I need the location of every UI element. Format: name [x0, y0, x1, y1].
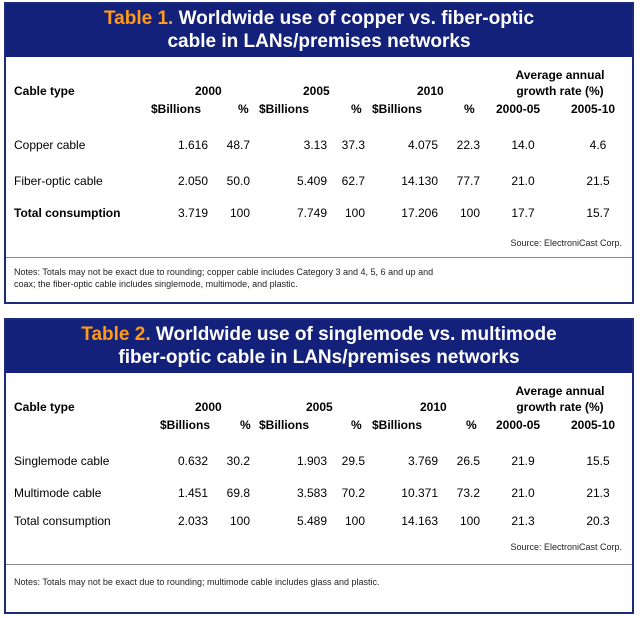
col-header-growth-2005-10: 2005-10 — [571, 418, 616, 432]
table-1-header — [6, 4, 632, 57]
table-2 — [4, 318, 634, 614]
table-1-title-line1: Worldwide use of copper vs. fiber-optic — [178, 8, 535, 29]
cell-value: 2.050 — [177, 174, 208, 188]
cell-value: 100 — [344, 206, 365, 220]
col-header-pct-2005: % — [351, 102, 362, 116]
col-header-pct-2005: % — [351, 418, 362, 432]
col-header-pct-2000: % — [240, 418, 251, 432]
table-1-note-line1: Notes: Totals may not be exact due to rounding; copper cable includes Category 3 and 4, 5, 6 and up and — [14, 267, 434, 277]
col-header-billions-2000: $Billions — [160, 418, 211, 432]
cell-value: 29.5 — [341, 454, 365, 468]
cell-value: 21.3 — [511, 514, 535, 528]
cell-value: 77.7 — [456, 174, 480, 188]
cell-value: 70.2 — [341, 486, 365, 500]
col-header-2000: 2000 — [195, 84, 222, 98]
row-label-singlemode: Singlemode cable — [14, 454, 110, 468]
col-header-2010: 2010 — [417, 84, 444, 98]
col-header-billions-2005: $Billions — [259, 102, 310, 116]
col-header-2005: 2005 — [303, 84, 330, 98]
cell-value: 2.033 — [177, 514, 208, 528]
table-1-note-line2: coax; the fiber-optic cable includes singlemode, multimode, and plastic. — [14, 279, 298, 289]
cell-value: 7.749 — [296, 206, 327, 220]
cell-value: 17.7 — [511, 206, 535, 220]
cell-value: 21.5 — [586, 174, 610, 188]
cell-value: 100 — [229, 206, 250, 220]
table-1-title-line2: cable in LANs/premises networks — [167, 31, 471, 52]
cell-value: 100 — [229, 514, 250, 528]
col-header-growth-line2: growth rate (%) — [516, 84, 604, 98]
table-2-number: Table 2. — [81, 324, 151, 345]
table-2-header — [6, 320, 632, 373]
col-header-billions-2000: $Billions — [151, 102, 202, 116]
divider — [6, 257, 632, 258]
cell-value: 4.6 — [589, 138, 607, 152]
cell-value: 0.632 — [177, 454, 208, 468]
cell-value: 5.489 — [296, 514, 327, 528]
table-2-title-line1: Worldwide use of singlemode vs. multimode — [155, 324, 557, 345]
cell-value: 17.206 — [401, 206, 438, 220]
row-label-copper: Copper cable — [14, 138, 86, 152]
row-label-multimode: Multimode cable — [14, 486, 102, 500]
col-header-cable-type: Cable type — [14, 84, 75, 98]
cell-value: 15.7 — [586, 206, 610, 220]
col-header-2000: 2000 — [195, 400, 222, 414]
cell-value: 10.371 — [401, 486, 438, 500]
cell-value: 100 — [459, 206, 480, 220]
cell-value: 14.130 — [401, 174, 438, 188]
cell-value: 1.903 — [296, 454, 327, 468]
cell-value: 21.0 — [511, 174, 535, 188]
cell-value: 21.9 — [511, 454, 535, 468]
cell-value: 100 — [344, 514, 365, 528]
cell-value: 20.3 — [586, 514, 610, 528]
col-header-growth-line2: growth rate (%) — [516, 400, 604, 414]
col-header-growth-line1: Average annual — [515, 384, 605, 398]
cell-value: 3.769 — [407, 454, 438, 468]
col-header-billions-2010: $Billions — [372, 418, 423, 432]
cell-value: 5.409 — [296, 174, 327, 188]
cell-value: 22.3 — [456, 138, 480, 152]
cell-value: 1.616 — [177, 138, 208, 152]
divider — [6, 564, 632, 565]
col-header-growth-2005-10: 2005-10 — [571, 102, 616, 116]
table-2-source: Source: ElectroniCast Corp. — [510, 542, 622, 552]
cell-value: 14.163 — [401, 514, 438, 528]
table-2-notes — [14, 576, 622, 588]
cell-value: 4.075 — [407, 138, 438, 152]
cell-value: 37.3 — [341, 138, 365, 152]
cell-value: 48.7 — [226, 138, 250, 152]
table-1 — [4, 2, 634, 304]
cell-value: 21.3 — [586, 486, 610, 500]
table-2-title-line2: fiber-optic cable in LANs/premises networks — [118, 347, 520, 368]
table-1-number: Table 1. — [103, 8, 174, 29]
cell-value: 15.5 — [586, 454, 610, 468]
col-header-growth-line1: Average annual — [515, 68, 605, 82]
cell-value: 50.0 — [226, 174, 250, 188]
table-1-notes — [14, 266, 622, 290]
cell-value: 21.0 — [511, 486, 535, 500]
cell-value: 73.2 — [456, 486, 480, 500]
table-2-note-line1: Notes: Totals may not be exact due to rounding; multimode cable includes glass and plastic. — [14, 577, 380, 587]
col-header-2010: 2010 — [420, 400, 447, 414]
row-label-total: Total consumption — [14, 514, 111, 528]
cell-value: 3.583 — [296, 486, 327, 500]
row-label-total: Total consumption — [14, 206, 121, 220]
table-1-source: Source: ElectroniCast Corp. — [510, 238, 622, 248]
cell-value: 14.0 — [511, 138, 535, 152]
cell-value: 62.7 — [341, 174, 365, 188]
cell-value: 3.13 — [303, 138, 327, 152]
row-label-fiber: Fiber-optic cable — [14, 174, 103, 188]
col-header-cable-type: Cable type — [14, 400, 75, 414]
cell-value: 1.451 — [177, 486, 208, 500]
col-header-pct-2010: % — [466, 418, 477, 432]
cell-value: 30.2 — [226, 454, 250, 468]
cell-value: 100 — [459, 514, 480, 528]
col-header-2005: 2005 — [306, 400, 333, 414]
col-header-billions-2010: $Billions — [372, 102, 423, 116]
col-header-billions-2005: $Billions — [259, 418, 310, 432]
col-header-growth-2000-05: 2000-05 — [496, 102, 541, 116]
col-header-pct-2010: % — [464, 102, 475, 116]
cell-value: 3.719 — [177, 206, 208, 220]
cell-value: 69.8 — [226, 486, 250, 500]
cell-value: 26.5 — [456, 454, 480, 468]
col-header-growth-2000-05: 2000-05 — [496, 418, 541, 432]
col-header-pct-2000: % — [238, 102, 249, 116]
